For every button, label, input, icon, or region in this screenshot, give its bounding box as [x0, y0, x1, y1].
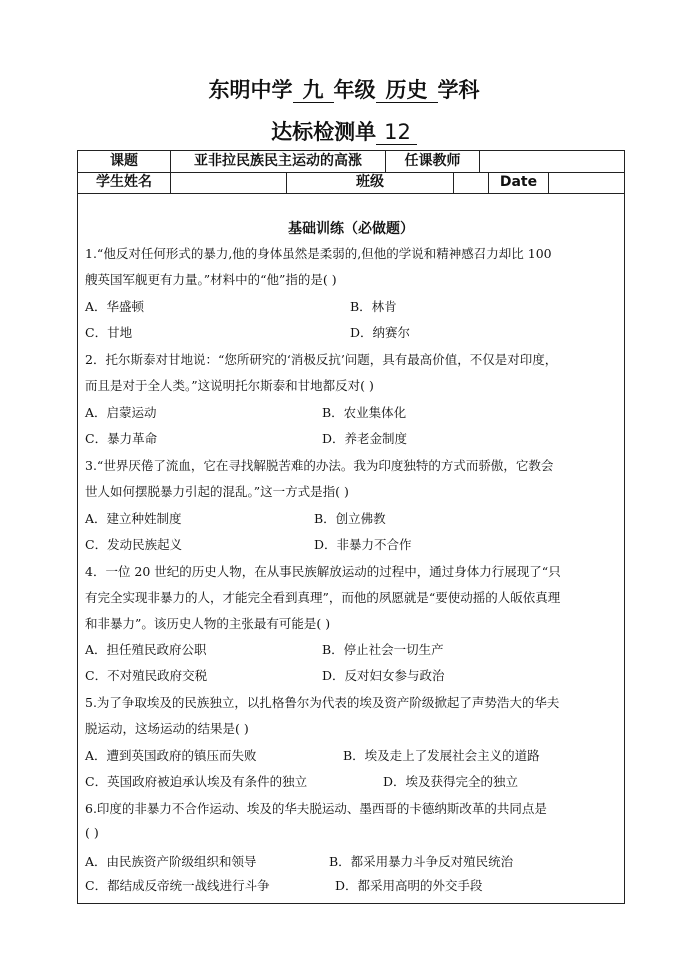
question-4-line-2: 有完全实现非暴力的人，才能完全看到真理”，而他的夙愿就是“要使动摇的人皈依真理	[85, 590, 561, 605]
question-3-option-d: D．非暴力不合作	[314, 537, 412, 552]
sheet-title	[0, 116, 688, 146]
question-3-line-2: 世人如何摆脱暴力引起的混乱。”这一方式是指( )	[85, 484, 349, 499]
question-2-option-b: B．农业集体化	[322, 405, 407, 420]
question-1-option-c: C．甘地	[85, 325, 133, 340]
question-5-option-d: D．埃及获得完全的独立	[383, 774, 519, 789]
question-2-line-2: 而且是对于全人类。”这说明托尔斯泰和甘地都反对( )	[85, 378, 374, 393]
question-2-option-a: A．启蒙运动	[85, 405, 157, 420]
grade-suffix: 年级	[333, 78, 376, 102]
question-6-option-d: D．都采用高明的外交手段	[335, 878, 483, 893]
question-1-line-1: 1.“他反对任何形式的暴力,他的身体虽然是柔弱的,但他的学说和精神感召力却比 100	[85, 246, 552, 261]
student-value[interactable]	[171, 172, 287, 193]
question-1-option-b: B．林肯	[350, 299, 397, 314]
question-2-option-c: C．暴力革命	[85, 431, 158, 446]
question-5-line-2: 脱运动，这场运动的结果是( )	[85, 721, 249, 736]
subject-suffix: 学科	[437, 78, 480, 102]
question-4-option-c: C．不对殖民政府交税	[85, 668, 208, 683]
info-row-student	[78, 172, 624, 194]
question-5-line-1: 5.为了争取埃及的民族独立，以扎格鲁尔为代表的埃及资产阶级掀起了声势浩大的华夫	[85, 695, 560, 710]
question-5-option-b: B．埃及走上了发展社会主义的道路	[343, 748, 540, 763]
question-6-option-b: B．都采用暴力斗争反对殖民统治	[329, 854, 514, 869]
info-row-topic	[78, 151, 624, 173]
question-6-line-2: ( )	[85, 825, 99, 840]
question-5-option-a: A．遭到英国政府的镇压而失败	[85, 748, 257, 763]
question-1-option-a: A．华盛顿	[85, 299, 145, 314]
question-4-option-a: A．担任殖民政府公职	[85, 642, 207, 657]
question-1-option-d: D．纳赛尔	[350, 325, 411, 340]
question-3-option-c: C．发动民族起义	[85, 537, 183, 552]
topic-label: 课题	[78, 151, 171, 172]
question-4-line-1: 4．一位 20 世纪的历史人物，在从事民族解放运动的过程中，通过身体力行展现了“只	[85, 564, 561, 579]
worksheet-frame	[77, 150, 625, 904]
topic-value: 亚非拉民族民主运动的高涨	[171, 151, 386, 172]
teacher-value[interactable]	[480, 151, 626, 172]
question-2-line-1: 2．托尔斯泰对甘地说：“您所研究的‘消极反抗’问题，具有最高价值，不仅是对印度，	[85, 352, 558, 367]
question-3-option-a: A．建立种姓制度	[85, 511, 182, 526]
question-4-line-3: 和非暴力”。该历史人物的主张最有可能是( )	[85, 616, 331, 631]
sheet-title-label: 达标检测单	[271, 120, 377, 144]
question-3-option-b: B．创立佛教	[314, 511, 386, 526]
school-name: 东明中学	[208, 78, 293, 102]
class-value[interactable]	[454, 172, 489, 193]
teacher-label: 任课教师	[386, 151, 480, 172]
grade-value: 九	[293, 78, 334, 103]
question-4-option-d: D．反对妇女参与政治	[322, 668, 445, 683]
date-label: Date	[489, 172, 549, 193]
question-2-option-d: D．养老金制度	[322, 431, 408, 446]
question-6-option-c: C．都结成反帝统一战线进行斗争	[85, 878, 270, 893]
sheet-number: 12	[376, 120, 417, 145]
section-title: 基础训练（必做题）	[288, 221, 414, 237]
question-6-line-1: 6.印度的非暴力不合作运动、埃及的华夫脱运动、墨西哥的卡德纳斯改革的共同点是	[85, 801, 547, 816]
date-value[interactable]	[549, 172, 626, 193]
class-label: 班级	[287, 172, 454, 193]
question-4-option-b: B．停止社会一切生产	[322, 642, 444, 657]
subject-value: 历史	[376, 78, 438, 103]
question-6-option-a: A．由民族资产阶级组织和领导	[85, 854, 257, 869]
question-5-option-c: C．英国政府被迫承认埃及有条件的独立	[85, 774, 308, 789]
question-3-line-1: 3.“世界厌倦了流血，它在寻找解脱苦难的办法。我为印度独特的方式而骄傲，它教会	[85, 458, 554, 473]
student-label: 学生姓名	[78, 172, 171, 193]
question-1-line-2: 艘英国军舰更有力量。”材料中的“他”指的是( )	[85, 272, 337, 287]
document-title	[0, 74, 688, 104]
